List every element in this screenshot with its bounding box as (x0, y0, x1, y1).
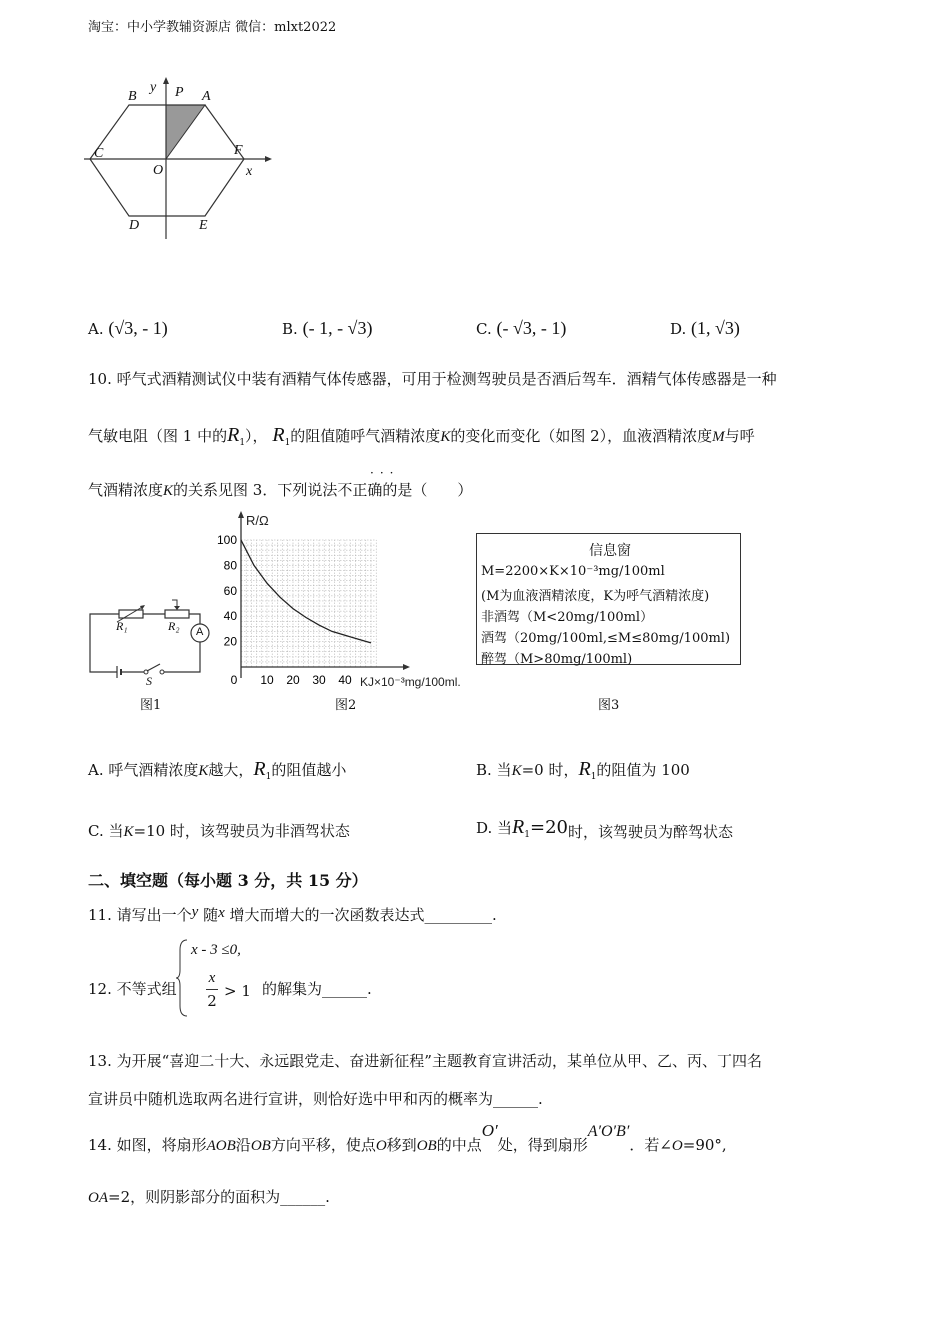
q12-frac: x 2 (207, 970, 217, 1010)
q10-line1: 10. 呼气式酒精测试仪中装有酒精气体传感器，可用于检测驾驶员是否酒后驾车．酒精气体传感器是一种 (88, 370, 777, 388)
r2-resistor (165, 610, 189, 618)
q10-option-a: A. 呼气酒精浓度K越大，$R_1$的阻值越小 (88, 758, 347, 782)
label-F: F (234, 143, 243, 158)
q14-line1: 14. 如图，将扇形AOB沿OB方向平移，使点O移到OB的中点O′处，得到扇形A′O′B′．若∠O=90°, (88, 1121, 727, 1154)
info-line-4: 酒驾（20mg/100ml,≤M≤80mg/100ml) (481, 631, 731, 646)
fig2-caption: 图2 (335, 698, 357, 713)
q13-line1: 13. 为开展“喜迎二十大、永远跟党走、奋进新征程”主题教育宣讲活动，某单位从甲、乙、丙、丁四名 (88, 1052, 762, 1070)
q10-option-c: C. 当K=10 时，该驾驶员为非酒驾状态 (88, 822, 350, 840)
x-tick-label: 30 (312, 673, 326, 687)
y-tick-label: 20 (223, 634, 237, 649)
label-E: E (199, 218, 208, 233)
x-tick-label: 10 (260, 673, 274, 687)
q10-option-d: D. 当$R_1=20$时，该驾驶员为醉驾状态 (476, 816, 733, 841)
label-B: B (128, 89, 137, 104)
chart-y-label: R/Ω (246, 513, 269, 528)
info-window (476, 533, 741, 665)
label-x: x (246, 164, 253, 179)
label-O: O (153, 163, 164, 178)
info-title: 信息窗 (589, 543, 631, 559)
q9-option-c: C. (- √3, - 1) (476, 318, 567, 338)
info-line-1: M=2200×K×10⁻³mg/100ml (481, 564, 665, 579)
switch-label: S (146, 674, 152, 688)
emphasis-dots: ··· (370, 466, 400, 480)
brace-icon (175, 938, 189, 1018)
q10-line2: 气敏电阻（图 1 中的$R_1$）， $R_1$的阻值随呼气酒精浓度K的变化而变化（如图 2），血液酒精浓度M与呼 (88, 424, 755, 448)
q13-line2: 宣讲员中随机选取两名进行宣讲，则恰好选中甲和丙的概率为______. (88, 1090, 543, 1108)
q12-label: 12. 不等式组 (88, 980, 177, 998)
r1-label: R₁ (116, 619, 128, 633)
label-D: D (129, 218, 140, 233)
q9-option-a: A. (√3, - 1) (88, 318, 168, 338)
x-tick-label: 0 (230, 673, 238, 687)
ammeter-label: A (196, 626, 204, 638)
q14-line2: OA=2，则阴影部分的面积为______. (88, 1188, 330, 1206)
q10-line3: 气酒精浓度K的关系见图 3．下列说法不正确的是（ ） (88, 481, 473, 499)
info-line-5: 醉驾（M>80mg/100ml) (481, 652, 633, 667)
y-tick-label: 60 (223, 583, 237, 598)
info-line-2: (M为血液酒精浓度，K为呼气酒精浓度) (481, 589, 710, 604)
info-line-3: 非酒驾（M<20mg/100ml） (481, 610, 654, 625)
chart-grid (241, 540, 376, 667)
r2-label: R₂ (168, 619, 180, 633)
chart-x-label: KJ×10⁻³mg/100ml. (360, 675, 461, 689)
q12-ineq2: > 1 (224, 982, 251, 1000)
q11: 11. 请写出一个y 随x 增大而增大的一次函数表达式_________. (88, 904, 497, 924)
q10-option-b: B. 当K=0 时，$R_1$的阻值为 100 (476, 758, 690, 782)
q12-answer: 的解集为______. (262, 980, 372, 998)
q9-option-d: D. (1, √3) (670, 318, 740, 338)
chart-figure2 (210, 508, 480, 693)
fig1-caption: 图1 (140, 698, 162, 713)
label-y: y (150, 80, 157, 95)
y-tick-label: 40 (223, 609, 237, 624)
q9-option-b: B. (- 1, - √3) (282, 318, 373, 338)
page-header: 淘宝：中小学教辅资源店 微信：mlxt2022 (88, 20, 337, 35)
label-A: A (202, 89, 211, 104)
x-tick-label: 40 (338, 673, 352, 687)
fig3-caption: 图3 (598, 698, 620, 713)
label-C: C (94, 146, 104, 161)
label-P: P (175, 85, 184, 100)
x-tick-label: 20 (286, 673, 300, 687)
y-tick-label: 80 (223, 558, 237, 573)
section-title: 二、填空题（每小题 3 分，共 15 分） (88, 871, 368, 890)
y-tick-label: 100 (216, 533, 237, 547)
q12-ineq1: x - 3 ≤0, (191, 942, 241, 958)
shaded-triangle (166, 105, 205, 159)
